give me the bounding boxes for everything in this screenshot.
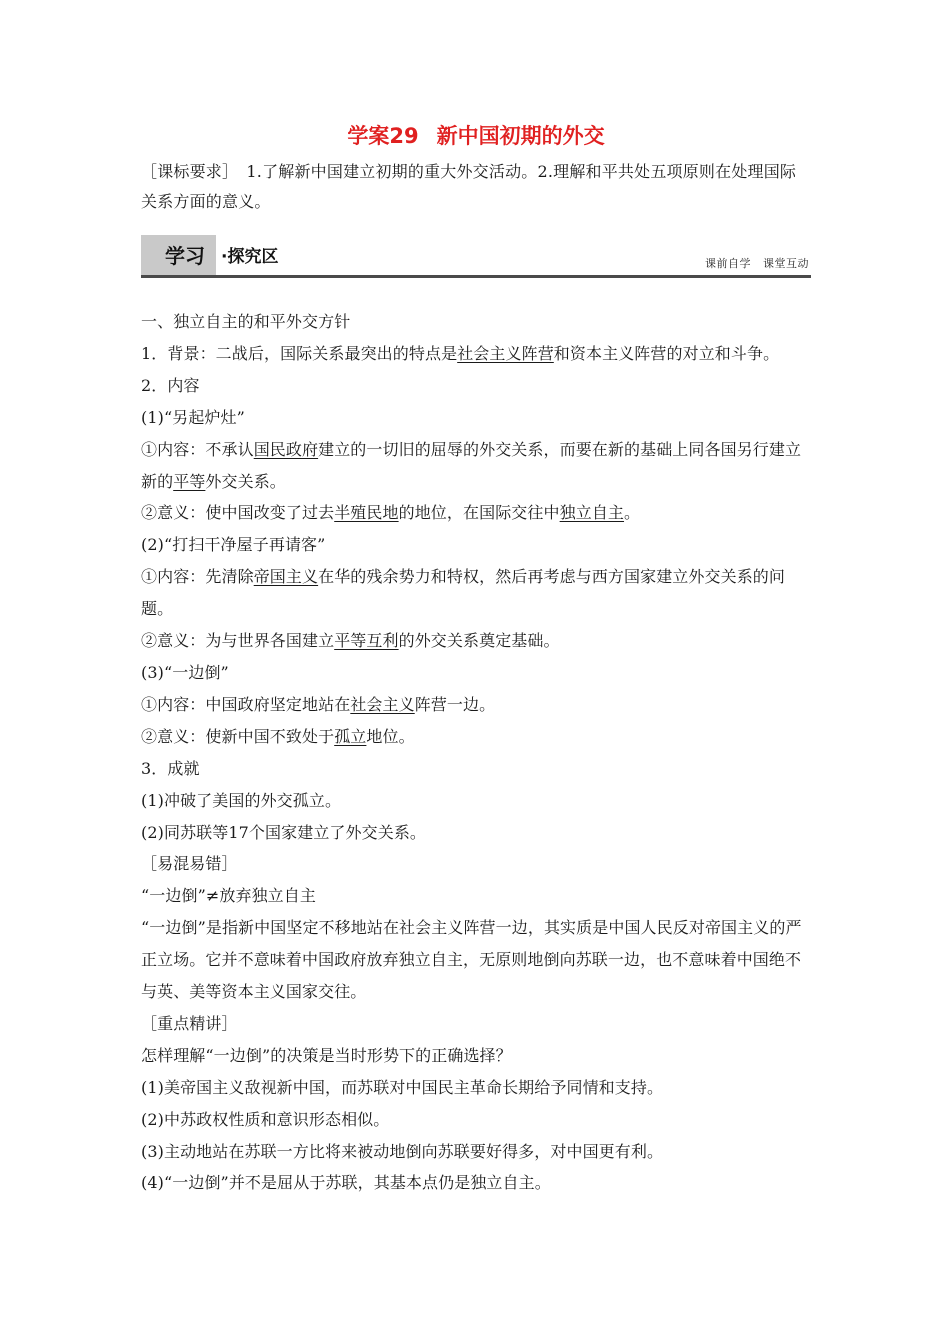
underlined-key-term: 帝国主义 xyxy=(253,567,319,587)
underlined-key-term: 国民政府 xyxy=(253,439,319,459)
subheading: (3)“一边倒” xyxy=(141,662,229,682)
underlined-key-term: 孤立 xyxy=(334,726,367,746)
text-segment: 外交关系。 xyxy=(205,471,286,491)
banner-divider xyxy=(141,275,811,278)
subheading: 3．成就 xyxy=(141,758,200,778)
section-banner xyxy=(141,235,811,279)
underlined-key-term: 平等 xyxy=(173,471,206,491)
text-segment: ②意义：为与世界各国建立 xyxy=(141,631,335,651)
text-segment: 建立的一切旧的屈辱的外交关系，而要在新的基础上同各国另行建立新的 xyxy=(141,439,802,491)
text-segment: 的地位，在国际交往中 xyxy=(398,503,560,523)
subheading: (1)“另起炉灶” xyxy=(141,407,245,427)
tip-label: ［重点精讲］ xyxy=(141,1013,238,1033)
text-segment: 阵营一边。 xyxy=(414,694,496,714)
paragraph xyxy=(141,434,811,498)
text-segment: 和资本主义阵营的对立和斗争。 xyxy=(553,343,780,363)
section-heading: 一、独立自主的和平外交方针 xyxy=(141,312,351,331)
paragraph xyxy=(141,338,811,370)
text-segment: ①内容：不承认 xyxy=(141,439,254,459)
subheading: 2．内容 xyxy=(141,375,200,395)
curriculum-standard: ［课标要求］ 1.了解新中国建立初期的重大外交活动。2.理解和平共处五项原则在处理国际关系方面的意义。 xyxy=(141,162,797,211)
paragraph: (1)冲破了美国的外交孤立。 xyxy=(141,790,342,810)
underlined-key-term: 社会主义阵营 xyxy=(457,343,554,363)
tip-label: ［易混易错］ xyxy=(141,854,238,874)
title-prefix: 学案29 xyxy=(347,124,419,148)
tip-heading: “一边倒”≠放弃独立自主 xyxy=(141,886,316,906)
underlined-key-term: 平等互利 xyxy=(334,631,399,651)
banner-right-label-2: 课堂互动 xyxy=(763,257,809,270)
subheading: (2)“打扫干净屋子再请客” xyxy=(141,535,326,555)
title-main: 新中国初期的外交 xyxy=(436,124,605,148)
underlined-key-term: 社会主义 xyxy=(350,694,415,714)
paragraph: (2)中苏政权性质和意识形态相似。 xyxy=(141,1109,390,1129)
text-segment: ①内容：中国政府坚定地站在 xyxy=(141,694,351,714)
paragraph xyxy=(141,689,811,721)
paragraph: (4)“一边倒”并不是屈从于苏联，其基本点仍是独立自主。 xyxy=(141,1173,551,1193)
main-content xyxy=(141,306,811,1199)
text-segment: 在华的残余势力和特权，然后再考虑与西方国家建立外交关系的问题。 xyxy=(141,567,786,619)
paragraph: (1)美帝国主义敌视新中国，而苏联对中国民主革命长期给予同情和支持。 xyxy=(141,1077,664,1097)
banner-right-labels xyxy=(705,257,809,271)
underlined-key-term: 独立自主 xyxy=(559,503,625,523)
text-segment: ②意义：使新中国不致处于 xyxy=(141,726,335,746)
paragraph xyxy=(141,561,811,625)
banner-subtitle: ·探究区 xyxy=(221,247,279,267)
page-title xyxy=(141,121,811,151)
text-segment: ②意义：使中国改变了过去 xyxy=(141,503,335,523)
text-segment: ①内容：先清除 xyxy=(141,567,254,587)
text-segment: 。 xyxy=(624,503,641,523)
paragraph: (2)同苏联等17个国家建立了外交关系。 xyxy=(141,822,427,842)
paragraph: (3)主动地站在苏联一方比将来被动地倒向苏联要好得多，对中国更有利。 xyxy=(141,1141,664,1161)
question: 怎样理解“一边倒”的决策是当时形势下的正确选择？ xyxy=(141,1045,512,1065)
paragraph xyxy=(141,721,811,753)
paragraph xyxy=(141,497,811,529)
text-segment: 的外交关系奠定基础。 xyxy=(398,631,560,651)
banner-tab-label: 学习 xyxy=(165,244,205,268)
underlined-key-term: 半殖民地 xyxy=(334,503,399,523)
banner-right-label-1: 课前自学 xyxy=(705,257,751,270)
paragraph: “一边倒”是指新中国坚定不移地站在社会主义阵营一边，其实质是中国人民反对帝国主义的严正立场。它并不意味着中国政府放弃独立自主，无原则地倒向苏联一边，也不意味着中国绝不与英、美等资本主义国家交往。 xyxy=(141,918,802,1002)
text-segment: 地位。 xyxy=(366,726,415,746)
text-segment: 1．背景：二战后，国际关系最突出的特点是 xyxy=(141,343,458,363)
paragraph xyxy=(141,625,811,657)
